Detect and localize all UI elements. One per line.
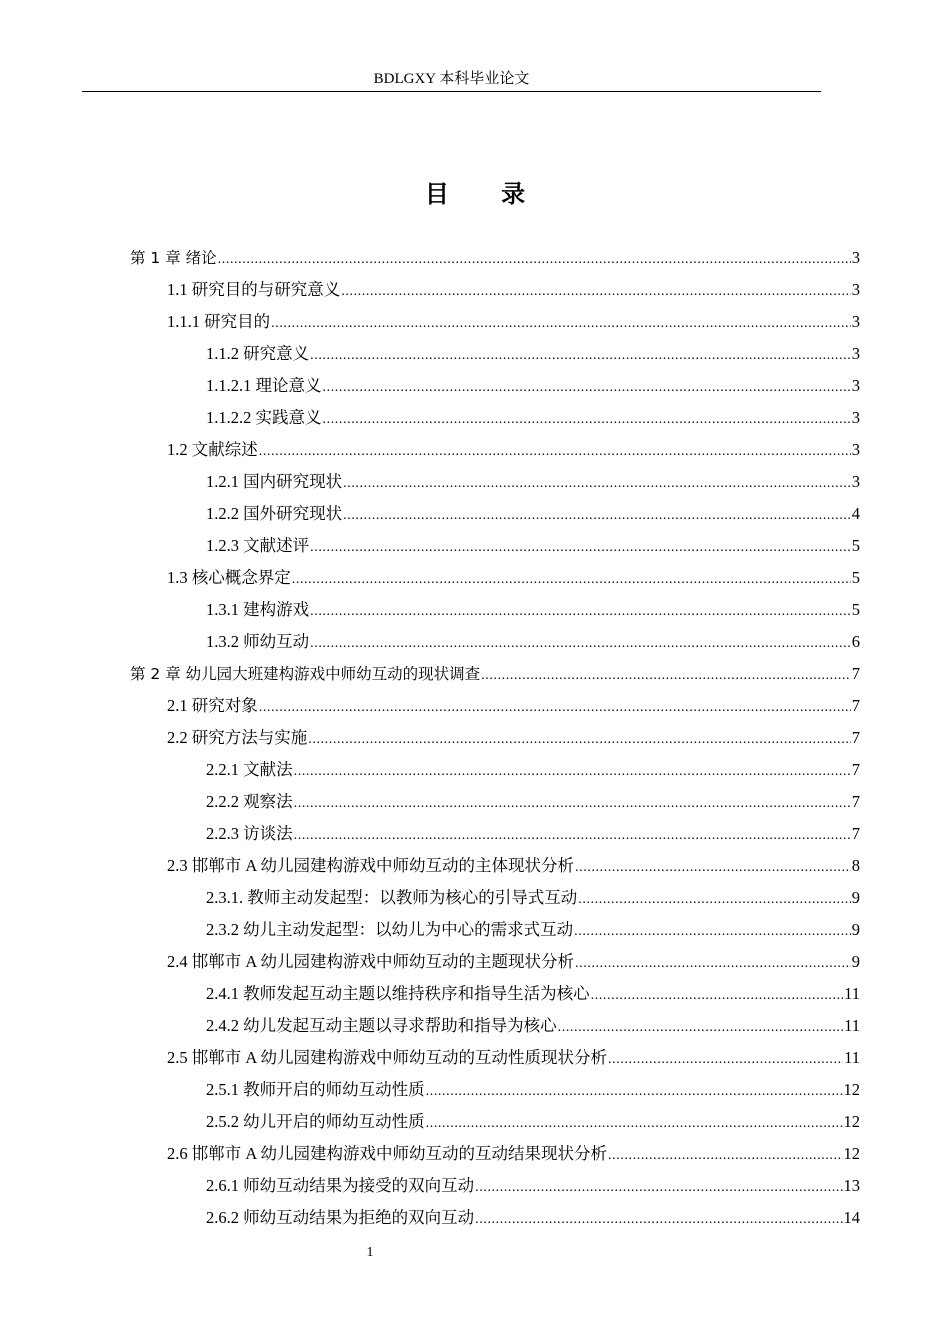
toc-entry[interactable] xyxy=(206,530,860,562)
toc-entry-title: 2.2.1 文献法 xyxy=(206,760,293,779)
toc-leader-dots xyxy=(578,884,851,916)
toc-leader-dots xyxy=(323,404,851,436)
toc-entry-page: 9 xyxy=(851,920,860,939)
toc-entry-title: 1.3.1 建构游戏 xyxy=(206,600,310,619)
header-rule xyxy=(82,91,821,92)
toc-entry-title: 2.6.2 师幼互动结果为拒绝的双向互动 xyxy=(206,1208,475,1227)
toc-entry-page: 11 xyxy=(844,984,860,1003)
toc-entry[interactable] xyxy=(206,594,860,626)
running-header: BDLGXY 本科毕业论文 xyxy=(373,71,530,87)
toc-entry-page: 3 xyxy=(851,376,860,395)
toc-entry-page: 11 xyxy=(844,1048,860,1067)
toc-entry-title: 2.4 邯郸市 A 幼儿园建构游戏中师幼互动的主题现状分析 xyxy=(167,952,575,971)
toc-entry-title: 2.2.2 观察法 xyxy=(206,792,293,811)
toc-entry-page: 3 xyxy=(851,344,860,363)
toc-entry[interactable] xyxy=(206,818,860,850)
toc-entry[interactable] xyxy=(206,754,860,786)
toc-entry[interactable] xyxy=(206,1202,860,1234)
toc-leader-dots xyxy=(310,340,851,372)
toc-entry-title: 2.5.2 幼儿开启的师幼互动性质 xyxy=(206,1112,425,1131)
toc-entry-page: 7 xyxy=(851,824,860,843)
toc-entry[interactable] xyxy=(206,786,860,818)
toc-leader-dots xyxy=(558,1012,843,1044)
toc-entry[interactable] xyxy=(167,1138,860,1170)
toc-entry-title: 1.1.2.1 理论意义 xyxy=(206,376,322,395)
toc-entry[interactable] xyxy=(206,1074,860,1106)
toc-entry-page: 7 xyxy=(851,664,860,683)
toc-entry-title: 2.5 邯郸市 A 幼儿园建构游戏中师幼互动的互动性质现状分析 xyxy=(167,1048,608,1067)
toc-entry-page: 7 xyxy=(851,728,860,747)
toc-entry[interactable] xyxy=(206,1106,860,1138)
toc-entry-page: 3 xyxy=(851,280,860,299)
toc-entry[interactable] xyxy=(167,274,860,306)
toc-entry-title: 2.6 邯郸市 A 幼儿园建构游戏中师幼互动的互动结果现状分析 xyxy=(167,1144,608,1163)
toc-entry-page: 3 xyxy=(851,440,860,459)
toc-leader-dots xyxy=(574,916,851,948)
toc-entry-page: 3 xyxy=(851,248,860,267)
toc-entry-title: 1.3.2 师幼互动 xyxy=(206,632,310,651)
toc-leader-dots xyxy=(343,468,851,500)
toc-entry[interactable] xyxy=(167,946,860,978)
toc-entry-title: 2.3.2 幼儿主动发起型：以幼儿为中心的需求式互动 xyxy=(206,920,574,939)
toc-entry[interactable] xyxy=(167,1042,860,1074)
toc-entry-title: 2.2.3 访谈法 xyxy=(206,824,293,843)
toc-leader-dots xyxy=(310,532,851,564)
toc-entry-page: 7 xyxy=(851,792,860,811)
toc-leader-dots xyxy=(575,852,851,884)
toc-entry[interactable] xyxy=(130,658,860,690)
toc-entry-page: 7 xyxy=(851,696,860,715)
toc-leader-dots xyxy=(218,244,851,276)
toc-leader-dots xyxy=(343,500,851,532)
toc-leader-dots xyxy=(259,436,851,468)
toc-entry-page: 6 xyxy=(851,632,860,651)
toc-entry-page: 7 xyxy=(851,760,860,779)
toc-leader-dots xyxy=(341,276,851,308)
toc-entry-page: 14 xyxy=(843,1208,860,1227)
toc-entry-page: 11 xyxy=(844,1016,860,1035)
toc-entry-page: 4 xyxy=(851,504,860,523)
toc-entry-page: 12 xyxy=(843,1112,860,1131)
toc-entry[interactable] xyxy=(206,626,860,658)
toc-leader-dots xyxy=(310,596,851,628)
toc-entry[interactable] xyxy=(167,690,860,722)
toc-entry[interactable] xyxy=(206,882,860,914)
toc-title: 目 录 xyxy=(424,180,548,208)
toc-leader-dots xyxy=(608,1044,843,1076)
toc-entry-title: 2.4.2 幼儿发起互动主题以寻求帮助和指导为核心 xyxy=(206,1016,557,1035)
toc-entry[interactable] xyxy=(206,338,860,370)
toc-entry[interactable] xyxy=(167,562,860,594)
toc-entry[interactable] xyxy=(206,978,860,1010)
toc-leader-dots xyxy=(294,756,851,788)
toc-leader-dots xyxy=(481,660,851,692)
toc-leader-dots xyxy=(575,948,851,980)
toc-entry-page: 9 xyxy=(851,952,860,971)
toc-entry[interactable] xyxy=(130,242,860,274)
toc-entry-title: 2.4.1 教师发起互动主题以维持秩序和指导生活为核心 xyxy=(206,984,590,1003)
toc-leader-dots xyxy=(292,564,851,596)
toc-entry-page: 3 xyxy=(851,408,860,427)
toc-entry-title: 2.2 研究方法与实施 xyxy=(167,728,308,747)
toc-entry-title: 1.1.2.2 实践意义 xyxy=(206,408,322,427)
toc-leader-dots xyxy=(426,1076,843,1108)
toc-entry-title: 1.1.1 研究目的 xyxy=(167,312,271,331)
toc-entry-page: 8 xyxy=(851,856,860,875)
toc-leader-dots xyxy=(294,820,851,852)
toc-leader-dots xyxy=(294,788,851,820)
toc-entry[interactable] xyxy=(206,498,860,530)
toc-entry[interactable] xyxy=(206,1170,860,1202)
toc-entry-title: 2.1 研究对象 xyxy=(167,696,258,715)
toc-entry-title: 1.3 核心概念界定 xyxy=(167,568,291,587)
toc-entry-title: 1.2.1 国内研究现状 xyxy=(206,472,343,491)
toc-entry[interactable] xyxy=(167,850,860,882)
toc-entry-page: 9 xyxy=(851,888,860,907)
toc-entry-title: 2.3.1. 教师主动发起型：以教师为核心的引导式互动 xyxy=(206,888,578,907)
toc-leader-dots xyxy=(310,628,851,660)
toc-entry-title: 第 2 章 幼儿园大班建构游戏中师幼互动的现状调查 xyxy=(130,665,481,683)
toc-entry[interactable] xyxy=(206,402,860,434)
toc-entry[interactable] xyxy=(167,722,860,754)
toc-leader-dots xyxy=(308,724,851,756)
toc-entry-page: 5 xyxy=(851,536,860,555)
toc-entry-page: 12 xyxy=(843,1144,860,1163)
toc-entry-title: 2.6.1 师幼互动结果为接受的双向互动 xyxy=(206,1176,475,1195)
toc-entry-page: 5 xyxy=(851,600,860,619)
toc-entry-title: 1.1.2 研究意义 xyxy=(206,344,310,363)
toc-entry-title: 1.2 文献综述 xyxy=(167,440,258,459)
toc-entry[interactable] xyxy=(206,1010,860,1042)
toc-entry-page: 13 xyxy=(843,1176,860,1195)
toc-entry-page: 5 xyxy=(851,568,860,587)
toc-entry-title: 1.1 研究目的与研究意义 xyxy=(167,280,341,299)
toc-entry-page: 3 xyxy=(851,312,860,331)
toc-entry-title: 1.2.2 国外研究现状 xyxy=(206,504,343,523)
toc-leader-dots xyxy=(271,308,851,340)
toc-entry-page: 3 xyxy=(851,472,860,491)
toc-leader-dots xyxy=(475,1172,842,1204)
toc-entry[interactable] xyxy=(206,466,860,498)
toc-leader-dots xyxy=(323,372,851,404)
toc-leader-dots xyxy=(426,1108,843,1140)
toc-entry[interactable] xyxy=(167,434,860,466)
toc-entry-title: 2.3 邯郸市 A 幼儿园建构游戏中师幼互动的主体现状分析 xyxy=(167,856,575,875)
toc-leader-dots xyxy=(259,692,851,724)
toc-entry[interactable] xyxy=(167,306,860,338)
toc-entry-title: 2.5.1 教师开启的师幼互动性质 xyxy=(206,1080,425,1099)
toc-entry-title: 第 1 章 绪论 xyxy=(130,249,217,267)
toc-leader-dots xyxy=(475,1204,842,1236)
toc-entry[interactable] xyxy=(206,914,860,946)
toc-entry-title: 1.2.3 文献述评 xyxy=(206,536,310,555)
toc-leader-dots xyxy=(591,980,843,1012)
toc-entry-page: 12 xyxy=(843,1080,860,1099)
toc-entry[interactable] xyxy=(206,370,860,402)
page-number: 1 xyxy=(366,1245,374,1260)
toc-leader-dots xyxy=(608,1140,842,1172)
